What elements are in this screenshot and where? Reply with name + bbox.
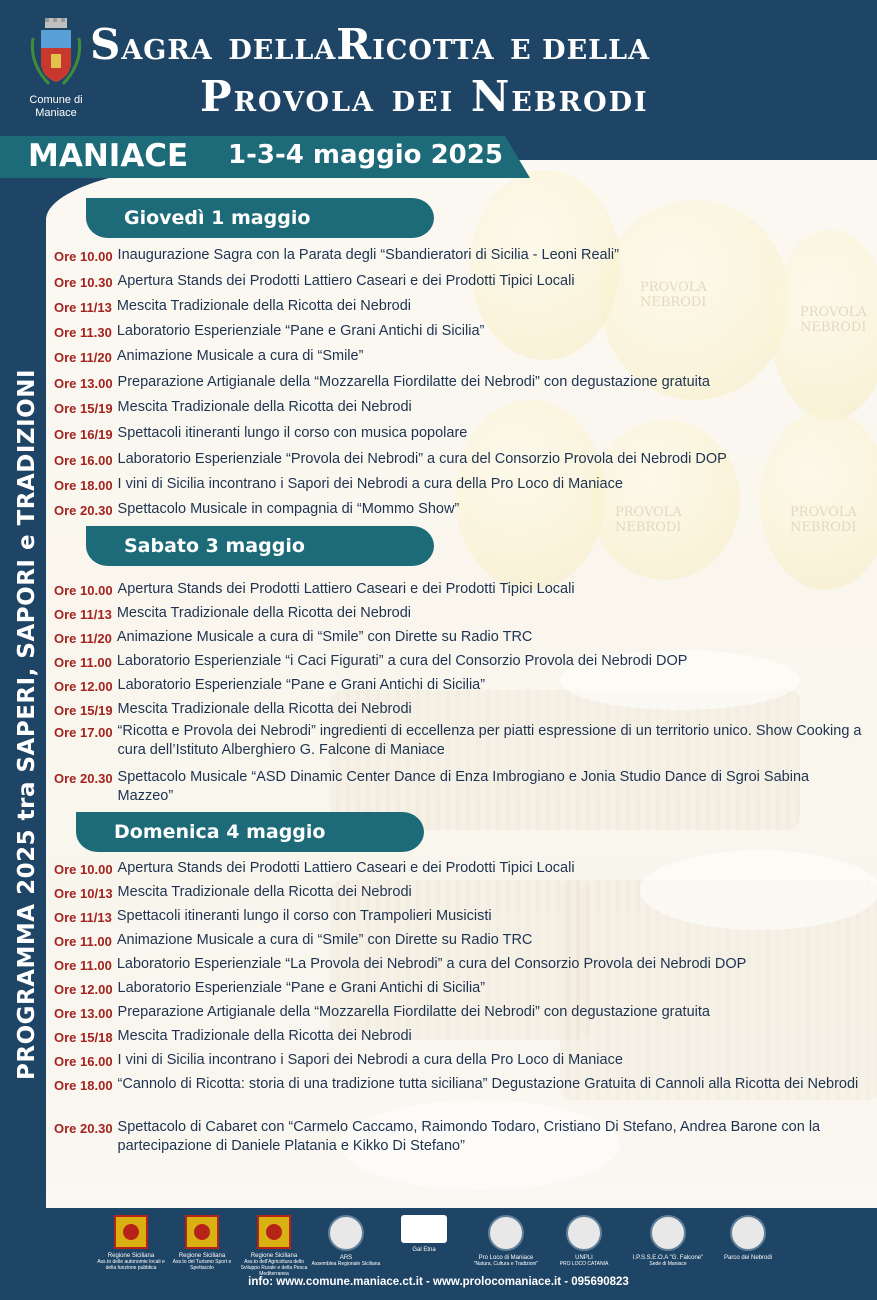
- sponsor-subtitle: Sede di Maniace: [649, 1261, 687, 1267]
- schedule-row: [54, 297, 864, 317]
- event-description: Animazione Musicale a cura di “Smile”: [116, 348, 364, 364]
- schedule-row: [54, 768, 864, 806]
- event-time: Ore 12.00: [54, 982, 113, 997]
- event-time: Ore 20.30: [54, 771, 113, 786]
- event-description: Mescita Tradizionale della Ricotta dei Nebrodi: [117, 1028, 412, 1044]
- event-description: Spettacolo Musicale in compagnia di “Mommo Show”: [117, 501, 460, 517]
- event-time: Ore 11.30: [54, 325, 112, 340]
- schedule-row: [54, 1027, 864, 1047]
- side-program-label: PROGRAMMA 2025 tra SAPERI, SAPORI e TRADIZIONI: [14, 368, 40, 1080]
- schedule-row: [54, 722, 864, 760]
- schedule-row: [54, 1003, 864, 1023]
- event-description: “Ricotta e Provola dei Nebrodi” ingredienti di eccellenza per piatti espressione di un territorio unico. Show Cooking a cura dell’Istituto Alberghiero G. Falcone di Maniace: [117, 723, 862, 758]
- event-time: Ore 16.00: [54, 1054, 113, 1069]
- event-description: Preparazione Artigianale della “Mozzarella Fiordilatte dei Nebrodi” con degustazione gratuita: [117, 1004, 710, 1020]
- schedule-row: [54, 700, 864, 720]
- event-time: Ore 11.00: [54, 958, 112, 973]
- event-time: Ore 17.00: [54, 725, 113, 740]
- day-header-sunday: Domenica 4 maggio: [76, 812, 424, 852]
- sponsor-name: Parco dei Nebrodi: [723, 1255, 773, 1261]
- sponsor-logo: [712, 1215, 784, 1261]
- event-time: Ore 11/13: [54, 910, 112, 925]
- organization-logo-icon: [566, 1215, 602, 1251]
- schedule-row: [54, 859, 864, 879]
- organization-logo-icon: [328, 1215, 364, 1251]
- schedule-row: [54, 907, 864, 927]
- sponsor-logo: [470, 1215, 542, 1267]
- event-time: Ore 11.00: [54, 934, 112, 949]
- schedule-row: [54, 347, 864, 367]
- schedule-row: [54, 322, 864, 342]
- event-description: Mescita Tradizionale della Ricotta dei Nebrodi: [116, 605, 412, 621]
- event-description: Animazione Musicale a cura di “Smile” con Dirette su Radio TRC: [116, 629, 533, 645]
- schedule-row: [54, 955, 864, 975]
- schedule-row: [54, 979, 864, 999]
- day-header-thursday: Giovedì 1 maggio: [86, 198, 434, 238]
- event-description: Laboratorio Esperienziale “Pane e Grani Antichi di Sicilia”: [117, 980, 486, 996]
- organization-logo-icon: [650, 1215, 686, 1251]
- organization-logo-icon: [488, 1215, 524, 1251]
- event-time: Ore 10.00: [54, 249, 113, 264]
- day-header-saturday: Sabato 3 maggio: [86, 526, 434, 566]
- event-time: Ore 11/20: [54, 350, 112, 365]
- event-time: Ore 15/18: [54, 1030, 113, 1045]
- event-time: Ore 16.00: [54, 453, 113, 468]
- sponsor-name: ARS: [339, 1255, 353, 1261]
- sponsor-subtitle: Assemblea Regionale Siciliana: [311, 1261, 381, 1267]
- municipality-crest: [18, 18, 94, 120]
- event-description: Mescita Tradizionale della Ricotta dei Nebrodi: [117, 399, 412, 415]
- sponsor-subtitle: PRO LOCO CATANIA: [559, 1261, 609, 1267]
- schedule-row: [54, 450, 864, 470]
- schedule-row: [54, 604, 864, 624]
- event-time: Ore 15/19: [54, 401, 113, 416]
- sponsor-subtitle: Ass.to dell'Agricoltura dello Sviluppo Rurale e della Pesca Mediterranea: [240, 1259, 308, 1277]
- sponsor-logo: [388, 1215, 460, 1253]
- gal-etna-logo-icon: [401, 1215, 447, 1243]
- sponsor-logo: [95, 1215, 167, 1271]
- event-description: Inaugurazione Sagra con la Parata degli “Sbandieratori di Sicilia - Leoni Reali”: [117, 247, 619, 263]
- sponsor-name: Pro Loco di Maniace: [478, 1255, 534, 1261]
- schedule-row: [54, 628, 864, 648]
- event-description: Apertura Stands dei Prodotti Lattiero Caseari e dei Prodotti Tipici Locali: [117, 581, 575, 597]
- sponsor-subtitle: Ass.to delle autonomie locali e della funzione pubblica: [97, 1259, 165, 1271]
- event-time: Ore 20.30: [54, 1121, 113, 1136]
- sponsor-logo: [310, 1215, 382, 1267]
- event-title-line2: PROVOLA DEI NEBRODI: [200, 72, 649, 121]
- event-time: Ore 13.00: [54, 376, 113, 391]
- event-time: Ore 10.00: [54, 862, 113, 877]
- event-description: Spettacolo Musicale “ASD Dinamic Center Dance di Enza Imbrogiano e Jonia Studio Dance di Sgroi Sabina Mazzeo”: [117, 769, 810, 804]
- sponsor-name: I.P.S.S.E.O.A "G. Falcone": [632, 1255, 704, 1261]
- region-shield-icon: [257, 1215, 291, 1249]
- event-description: Mescita Tradizionale della Ricotta dei Nebrodi: [116, 298, 412, 314]
- event-description: Spettacoli itineranti lungo il corso con Trampolieri Musicisti: [116, 908, 492, 924]
- coat-of-arms-icon: [29, 18, 83, 88]
- schedule-row: [54, 1075, 864, 1095]
- event-description: Apertura Stands dei Prodotti Lattiero Caseari e dei Prodotti Tipici Locali: [117, 860, 575, 876]
- event-time: Ore 10/13: [54, 886, 113, 901]
- contact-info: info: www.comune.maniace.ct.it - www.prolocomaniace.it - 095690823: [248, 1276, 629, 1288]
- crest-caption: Comune di Maniace: [29, 94, 83, 119]
- sponsor-logo: [166, 1215, 238, 1271]
- region-shield-icon: [114, 1215, 148, 1249]
- schedule-row: [54, 246, 864, 266]
- event-description: Laboratorio Esperienziale “Pane e Grani Antichi di Sicilia”: [116, 323, 485, 339]
- schedule-row: [54, 580, 864, 600]
- event-description: Laboratorio Esperienziale “Pane e Grani Antichi di Sicilia”: [117, 677, 486, 693]
- event-description: Spettacolo di Cabaret con “Carmelo Caccamo, Raimondo Todaro, Cristiano Di Stefano, Andrea Barone con la partecipazione di Daniele Platania e Kikko Di Stefano”: [117, 1119, 821, 1154]
- event-time: Ore 18.00: [54, 478, 113, 493]
- event-title-line1: SAGRA DELLARICOTTA E DELLA: [90, 20, 651, 69]
- sponsor-name: Regione Siciliana: [250, 1253, 298, 1259]
- sponsor-name: Gal Etna: [412, 1247, 436, 1253]
- event-description: Mescita Tradizionale della Ricotta dei Nebrodi: [117, 701, 412, 717]
- schedule-row: [54, 652, 864, 672]
- sponsor-name: Regione Siciliana: [178, 1253, 226, 1259]
- sponsor-logo: [548, 1215, 620, 1267]
- sponsor-logo: [632, 1215, 704, 1267]
- schedule-row: [54, 1051, 864, 1071]
- event-description: Spettacoli itineranti lungo il corso con musica popolare: [117, 425, 468, 441]
- schedule-row: [54, 373, 864, 393]
- event-time: Ore 18.00: [54, 1078, 113, 1093]
- schedule-row: [54, 1118, 864, 1156]
- organization-logo-icon: [730, 1215, 766, 1251]
- event-time: Ore 16/19: [54, 427, 113, 442]
- event-time: Ore 11.00: [54, 655, 112, 670]
- event-description: Apertura Stands dei Prodotti Lattiero Caseari e dei Prodotti Tipici Locali: [117, 273, 575, 289]
- event-time: Ore 10.30: [54, 275, 113, 290]
- event-time: Ore 20.30: [54, 503, 113, 518]
- event-description: Animazione Musicale a cura di “Smile” con Dirette su Radio TRC: [116, 932, 533, 948]
- event-description: Laboratorio Esperienziale “i Caci Figurati” a cura del Consorzio Provola dei Nebrodi DOP: [116, 653, 688, 669]
- event-time: Ore 12.00: [54, 679, 113, 694]
- schedule-row: [54, 883, 864, 903]
- event-time: Ore 10.00: [54, 583, 113, 598]
- schedule-row: [54, 931, 864, 951]
- event-time: Ore 15/19: [54, 703, 113, 718]
- event-time: Ore 11/13: [54, 300, 112, 315]
- schedule-row: [54, 500, 864, 520]
- sponsor-name: UNPLI: [575, 1255, 593, 1261]
- schedule-row: [54, 424, 864, 444]
- sponsor-subtitle: Ass.to del Turismo Sport e Spettacolo: [172, 1259, 232, 1271]
- event-time: Ore 11/20: [54, 631, 112, 646]
- sponsor-name: Regione Siciliana: [107, 1253, 155, 1259]
- schedule-row: [54, 272, 864, 292]
- sponsor-logo: [238, 1215, 310, 1277]
- event-description: Laboratorio Esperienziale “Provola dei Nebrodi” a cura del Consorzio Provola dei Nebrodi DOP: [117, 451, 727, 467]
- event-description: I vini di Sicilia incontrano i Sapori dei Nebrodi a cura della Pro Loco di Maniace: [117, 1052, 623, 1068]
- schedule-row: [54, 475, 864, 495]
- event-time: Ore 11/13: [54, 607, 112, 622]
- event-description: Laboratorio Esperienziale “La Provola dei Nebrodi” a cura del Consorzio Provola dei Nebrodi DOP: [116, 956, 747, 972]
- event-description: Preparazione Artigianale della “Mozzarella Fiordilatte dei Nebrodi” con degustazione gratuita: [117, 374, 710, 390]
- schedule-row: [54, 398, 864, 418]
- event-description: “Cannolo di Ricotta: storia di una tradizione tutta siciliana” Degustazione Gratuita di Cannoli alla Ricotta dei Nebrodi: [117, 1076, 859, 1092]
- event-city: MANIACE: [28, 138, 189, 174]
- event-dates: 1-3-4 maggio 2025: [228, 140, 503, 170]
- region-shield-icon: [185, 1215, 219, 1249]
- schedule-row: [54, 676, 864, 696]
- event-description: I vini di Sicilia incontrano i Sapori dei Nebrodi a cura della Pro Loco di Maniace: [117, 476, 623, 492]
- event-description: Mescita Tradizionale della Ricotta dei Nebrodi: [117, 884, 412, 900]
- event-time: Ore 13.00: [54, 1006, 113, 1021]
- sponsor-subtitle: "Natura, Cultura e Tradizioni": [473, 1261, 539, 1267]
